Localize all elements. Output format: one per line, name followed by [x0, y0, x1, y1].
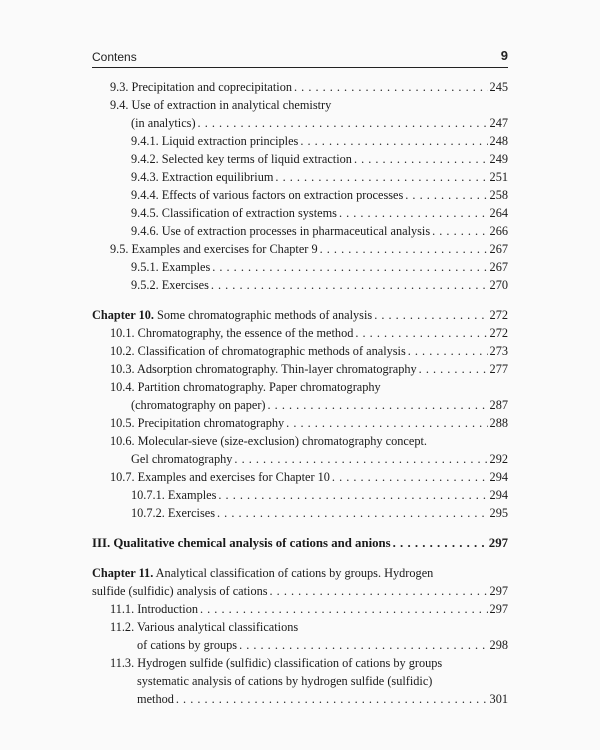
toc-entry: 10.3. Adsorption chromatography. Thin-layer chromatography . . . 277 [110, 362, 508, 380]
toc-entry: 10.2. Classification of chromatographic methods of analysis . . . 273 [110, 344, 508, 362]
running-header-title: Contens [92, 50, 137, 64]
toc-entry: 10.7. Examples and exercises for Chapter 10 . . . 294 [110, 470, 508, 488]
toc-entry: 9.4.5. Classification of extraction systems . . . 264 [131, 206, 508, 224]
toc-entry: 9.5.2. Exercises . . . 270 [131, 278, 508, 296]
toc-part-heading: III. Qualitative chemical analysis of cations and anions . . . 297 [92, 536, 508, 554]
toc-chapter-heading: Chapter 10. Some chromatographic methods of analysis . . . 272 [92, 308, 508, 326]
toc-entry: (chromatography on paper) . . . 287 [131, 398, 508, 416]
toc-entry: systematic analysis of cations by hydrogen sulfide (sulfidic) [137, 674, 433, 688]
toc-entry: 10.6. Molecular-sieve (size-exclusion) chromatography concept. [110, 434, 427, 448]
toc-entry: 9.4. Use of extraction in analytical chemistry [110, 98, 332, 112]
page-number: 9 [500, 48, 508, 63]
toc-entry: 10.1. Chromatography, the essence of the method . . . 272 [110, 326, 508, 344]
toc-entry: 9.5.1. Examples . . . 267 [131, 260, 508, 278]
toc-entry: 10.7.1. Examples . . . 294 [131, 488, 508, 506]
toc-entry: 10.7.2. Exercises . . . 295 [131, 506, 508, 524]
toc-entry: 11.1. Introduction . . . 297 [110, 602, 508, 620]
toc-entry: (in analytics) . . . 247 [131, 116, 508, 134]
header-rule [92, 67, 508, 68]
toc-chapter-heading: Chapter 11. Analytical classification of cations by groups. Hydrogen [92, 566, 434, 580]
toc-entry: method . . . 301 [137, 692, 508, 710]
toc-entry: 9.3. Precipitation and coprecipitation . . . 245 [110, 80, 508, 98]
toc-entry: 9.4.4. Effects of various factors on extraction processes . . . 258 [131, 188, 508, 206]
toc-entry: 10.5. Precipitation chromatography . . . 288 [110, 416, 508, 434]
toc-entry: of cations by groups . . . 298 [137, 638, 508, 656]
toc-entry: 11.2. Various analytical classifications [110, 620, 299, 634]
toc-entry: sulfide (sulfidic) analysis of cations . . . 297 [92, 584, 508, 602]
toc-entry: 11.3. Hydrogen sulfide (sulfidic) classification of cations by groups [110, 656, 443, 670]
toc-entry: 9.4.3. Extraction equilibrium . . . 251 [131, 170, 508, 188]
toc-entry: 9.4.1. Liquid extraction principles . . . 248 [131, 134, 508, 152]
toc-entry: 10.4. Partition chromatography. Paper chromatography [110, 380, 381, 394]
toc-entry: 9.5. Examples and exercises for Chapter 9 . . . 267 [110, 242, 508, 260]
toc-entry: Gel chromatography . . . 292 [131, 452, 508, 470]
toc-entry: 9.4.6. Use of extraction processes in pharmaceutical analysis . . . 266 [131, 224, 508, 242]
toc-entry: 9.4.2. Selected key terms of liquid extraction . . . 249 [131, 152, 508, 170]
